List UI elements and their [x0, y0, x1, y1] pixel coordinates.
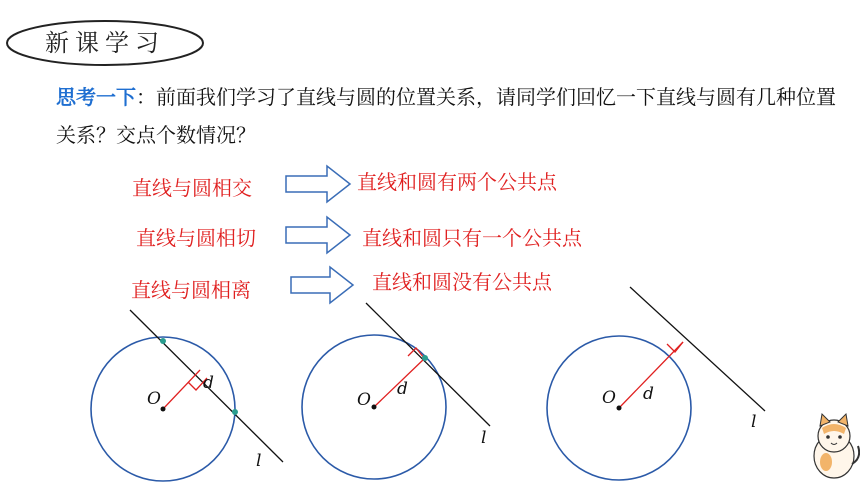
label-d: d	[203, 373, 214, 393]
label-l: l	[256, 451, 262, 471]
relation-tangent: 直线与圆相切	[136, 226, 256, 250]
section-title: 新课学习	[45, 29, 165, 57]
label-o: O	[357, 390, 371, 410]
result-intersect: 直线和圆有两个公共点	[357, 170, 557, 194]
label-d: d	[643, 384, 654, 404]
perpendicular-segment	[163, 370, 200, 409]
intersection-point	[160, 338, 166, 344]
label-o: O	[602, 388, 616, 408]
center-point	[617, 406, 622, 411]
center-point	[372, 405, 377, 410]
arrow-right-icon	[286, 166, 350, 202]
diagram-intersect	[91, 310, 283, 481]
arrow-right-icon	[286, 217, 350, 253]
center-point	[161, 407, 166, 412]
intersection-point	[232, 409, 238, 415]
cat-icon	[814, 414, 859, 478]
question-prefix: 思考一下	[56, 85, 136, 109]
arrow-right-icon	[291, 267, 353, 303]
question-colon: ：	[136, 85, 156, 109]
relation-intersect: 直线与圆相交	[132, 176, 252, 200]
diagram-separate	[547, 287, 765, 480]
label-l: l	[751, 412, 757, 432]
label-d: d	[397, 379, 408, 399]
question-text: 前面我们学习了直线与圆的位置关系，请同学们回忆一下直线与圆有几种位置关系？交点个数情况？	[56, 85, 836, 147]
label-l: l	[481, 428, 487, 448]
result-separate: 直线和圆没有公共点	[372, 270, 552, 294]
line-l	[366, 303, 490, 426]
label-o: O	[147, 389, 161, 409]
relation-separate: 直线与圆相离	[131, 278, 251, 302]
diagram-tangent	[302, 303, 490, 479]
result-tangent: 直线和圆只有一个公共点	[362, 226, 582, 250]
tangent-point	[422, 355, 428, 361]
